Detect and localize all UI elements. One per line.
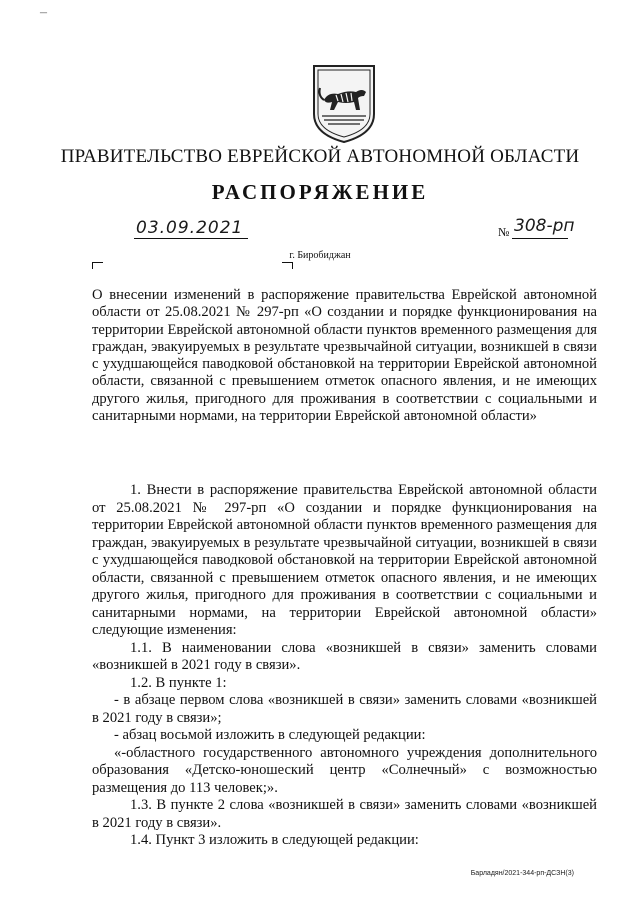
corner-mark: –: [40, 5, 47, 20]
paragraph-1-2-c: «-областного государственного автономного учреждения дополнительного образования «Детско-юношеский центр «Солнечный» с возможностью размещения до 113 человек;».: [92, 744, 597, 796]
title-bracket-right: [282, 262, 293, 269]
document-title: О внесении изменений в распоряжение правительства Еврейской автономной области от 25.08.2021 № 297-рп «О создании и порядке функционирования на территории Еврейской автономной области пунктов временного размещения для граждан, эвакуируемых в результате чрезвычайной ситуации, возникшей в связи с ухудшающейся паводковой обстановкой на территории Еврейской автономной области, связанной с превышением отметок опасного явления, и не имеющих другого жилья, пригодного для проживания в соответствии с социальными и санитарными нормами, на территории Еврейской автономной области»: [92, 287, 597, 425]
government-name: ПРАВИТЕЛЬСТВО ЕВРЕЙСКОЙ АВТОНОМНОЙ ОБЛАСТИ: [60, 146, 580, 167]
paragraph-1-2-b: - абзац восьмой изложить в следующей редакции:: [114, 727, 426, 743]
date-underline: [134, 238, 248, 239]
document-body: [92, 482, 597, 850]
number-sign: №: [498, 225, 510, 239]
number-underline: [512, 238, 568, 239]
document-type: РАСПОРЯЖЕНИЕ: [211, 180, 429, 204]
title-bracket-left: [92, 262, 103, 269]
coat-of-arms-tiger-icon: [310, 62, 378, 144]
paragraph-1-3: 1.3. В пункте 2 слова «возникшей в связи» заменить словами «возникшей в 2021 году в связи».: [92, 797, 597, 831]
document-date: 03.09.2021: [136, 218, 244, 238]
paragraph-1-1: 1.1. В наименовании слова «возникшей в связи» заменить словами «возникшей в 2021 году в связи».: [92, 639, 597, 673]
paragraph-1-2-a: - в абзаце первом слова «возникшей в связи» заменить словами «возникшей в 2021 году в связи»;: [92, 692, 597, 726]
city: г. Биробиджан: [289, 250, 351, 261]
document-number: 308-рп: [514, 216, 575, 236]
footer-code: Барладян/2021-344-рп-ДСЗН(3): [470, 870, 574, 877]
paragraph-1-2: 1.2. В пункте 1:: [130, 674, 227, 691]
paragraph-1-4: 1.4. Пункт 3 изложить в следующей редакции:: [130, 832, 419, 848]
paragraph-1: 1. Внести в распоряжение правительства Еврейской автономной области от 25.08.2021 № 297-рп «О создании и порядке функционирования на территории Еврейской автономной области пунктов временного размещения для граждан, эвакуируемых в результате чрезвычайной ситуации, возникшей в связи с ухудшающейся паводковой обстановкой на территории Еврейской автономной области, связанной с превышением отметок опасного явления, и не имеющих другого жилья, пригодного для проживания в соответствии с социальными и санитарными нормами, на территории Еврейской автономной области» следующие изменения:: [92, 482, 597, 638]
